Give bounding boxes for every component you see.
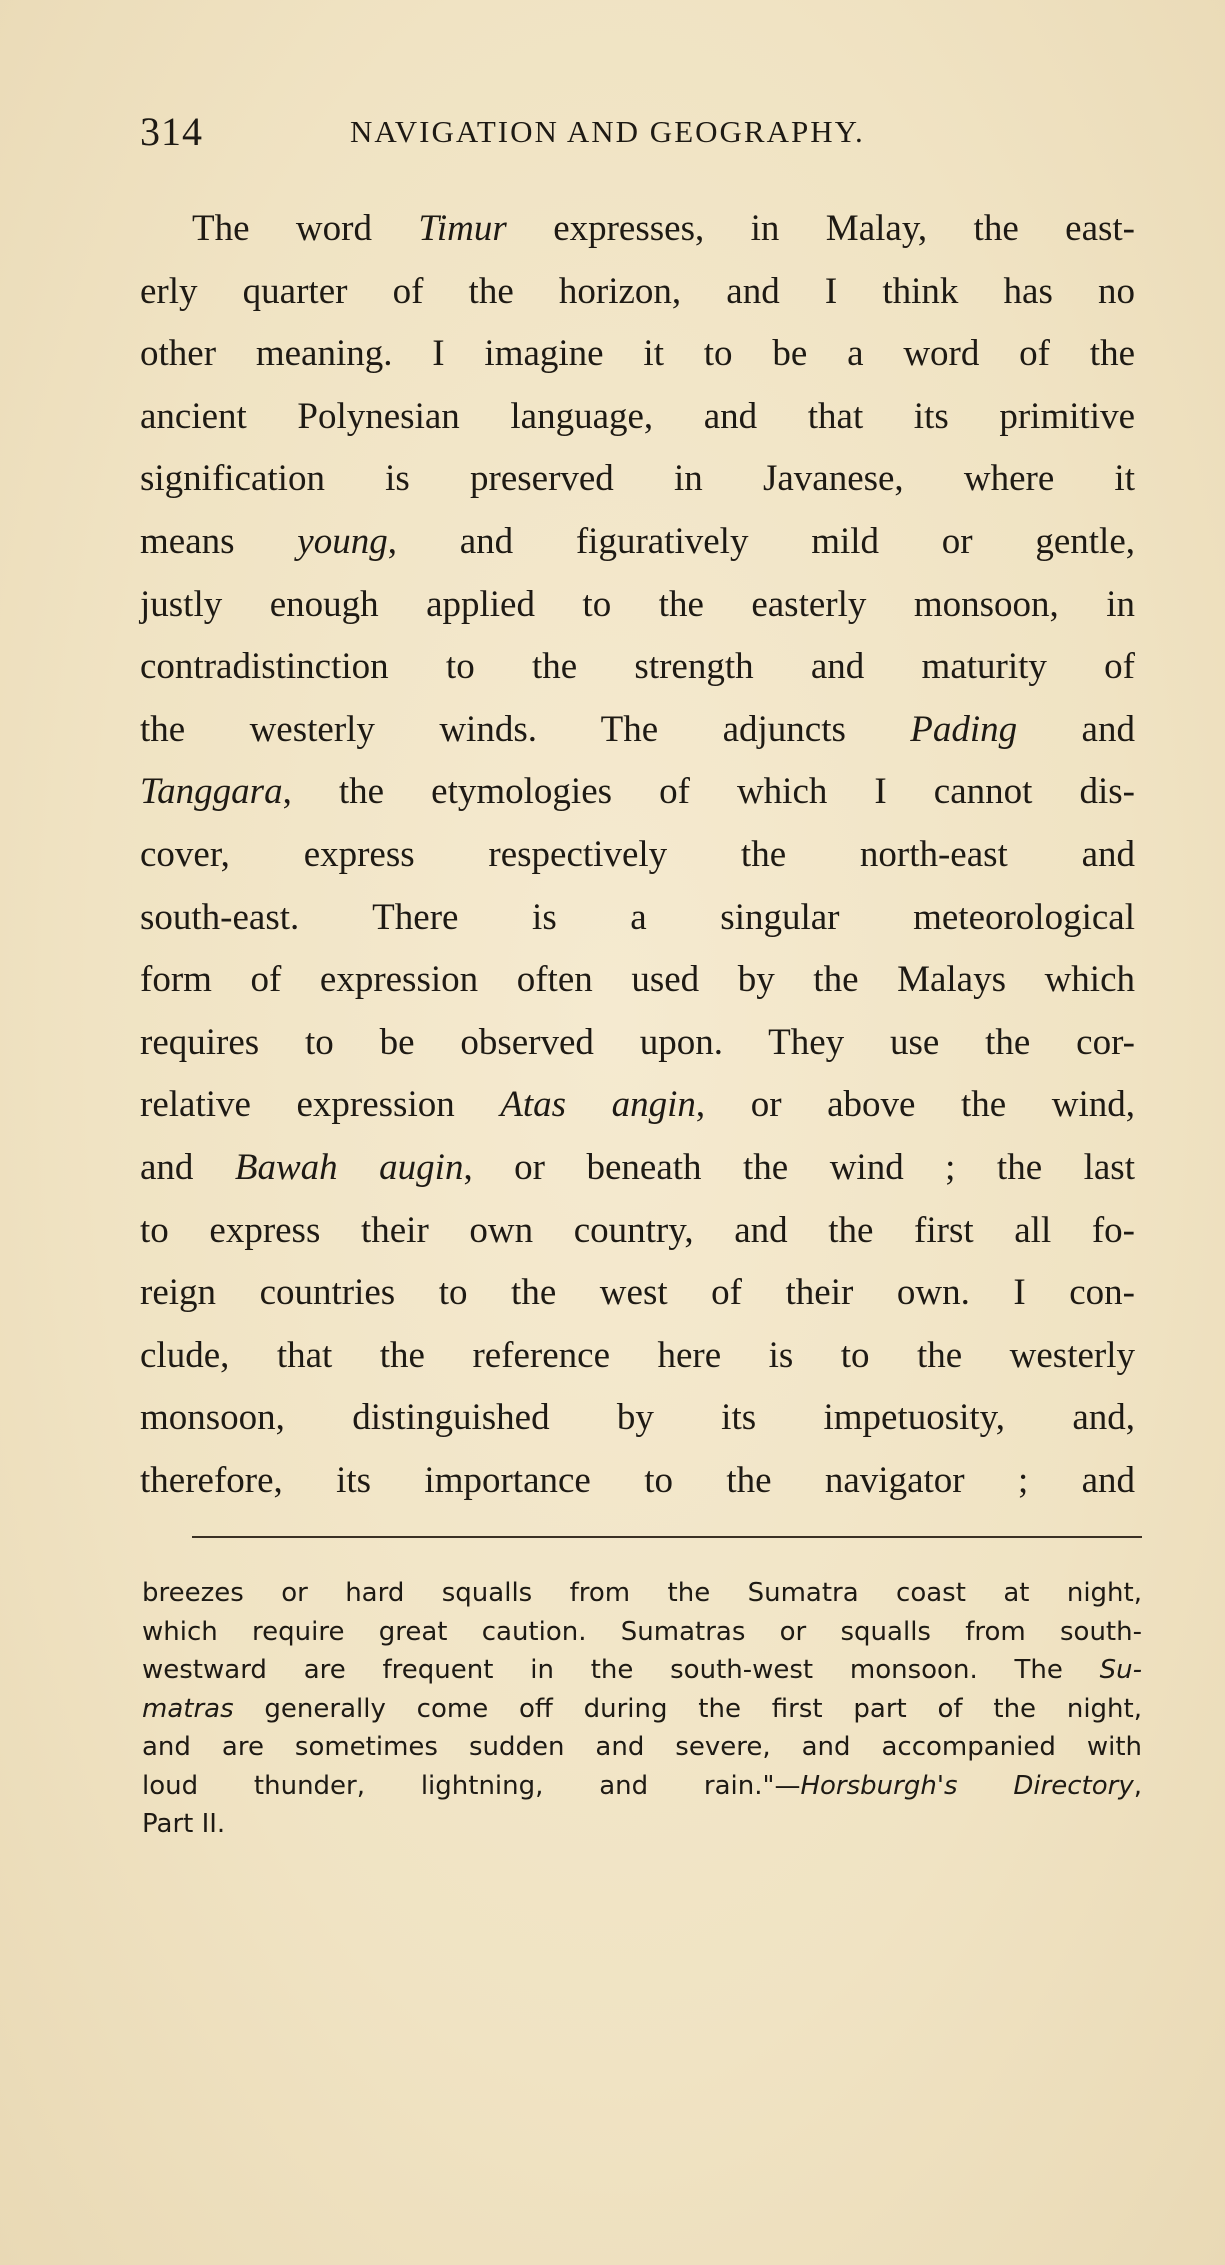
italic-term: young <box>297 520 388 562</box>
footnote-line: and are sometimes sudden and severe, and accompanied with <box>142 1732 1142 1762</box>
italic-term: Pading <box>910 708 1018 750</box>
body-line: other meaning. I imagine it to be a word of the <box>140 333 1135 375</box>
body-line: form of expression often used by the Malays which <box>140 959 1135 1001</box>
italic-term: Timur <box>418 208 507 249</box>
italic-term: Tanggara <box>140 771 283 813</box>
footnote-rule <box>192 1536 1142 1538</box>
body-line: The word Timur expresses, in Malay, the east- <box>192 208 1135 249</box>
body-line: south-east. There is a singular meteorological <box>140 896 1135 938</box>
body-line: monsoon, distinguished by its impetuosity, and, <box>140 1397 1135 1439</box>
body-line: and Bawah augin, or beneath the wind ; the last <box>140 1146 1135 1188</box>
footnote-line: Part II. <box>142 1809 226 1839</box>
body-line: the westerly winds. The adjuncts Pading and <box>140 708 1135 750</box>
body-line: contradistinction to the strength and maturity of <box>140 646 1135 688</box>
italic-term: Horsburgh's Directory <box>800 1770 1134 1801</box>
body-line: relative expression Atas angin, or above the wind, <box>140 1084 1136 1126</box>
italic-term: Bawah augin <box>234 1146 464 1188</box>
footnote-line: breezes or hard squalls from the Sumatra coast at night, <box>142 1578 1142 1608</box>
footnote-line: matras generally come off during the first part of the night, <box>142 1693 1142 1724</box>
body-line: clude, that the reference here is to the westerly <box>140 1334 1135 1376</box>
italic-term: Atas angin <box>500 1084 696 1126</box>
running-head-title: NAVIGATION AND GEOGRAPHY. <box>350 114 865 149</box>
body-line: therefore, its importance to the navigator ; and <box>140 1459 1135 1501</box>
body-line: ancient Polynesian language, and that its primitive <box>140 395 1135 437</box>
page-number: 314 <box>140 109 203 154</box>
footnote-line: westward are frequent in the south-west monsoon. The Su- <box>142 1655 1142 1685</box>
italic-term: Su- <box>1099 1655 1142 1685</box>
body-line: reign countries to the west of their own. I con- <box>140 1272 1135 1314</box>
body-line: erly quarter of the horizon, and I think has no <box>140 270 1135 312</box>
italic-term: matras <box>142 1693 234 1724</box>
body-line: justly enough applied to the easterly monsoon, in <box>140 583 1135 625</box>
footnote-line: loud thunder, lightning, and rain."—Horsburgh's Directory, <box>142 1770 1142 1801</box>
footnote <box>142 1574 1142 1844</box>
body-line: means young, and figuratively mild or gentle, <box>140 520 1135 562</box>
running-head <box>140 108 1120 156</box>
body-line: cover, express respectively the north-east and <box>140 833 1135 875</box>
footnote-line: which require great caution. Sumatras or squalls from south- <box>142 1616 1142 1647</box>
body-line: signification is preserved in Javanese, where it <box>140 458 1135 500</box>
body-line: to express their own country, and the first all fo- <box>140 1209 1135 1251</box>
body-text <box>140 198 1135 1512</box>
body-line: Tanggara, the etymologies of which I cannot dis- <box>140 771 1135 813</box>
body-line: requires to be observed upon. They use the cor- <box>140 1021 1135 1063</box>
